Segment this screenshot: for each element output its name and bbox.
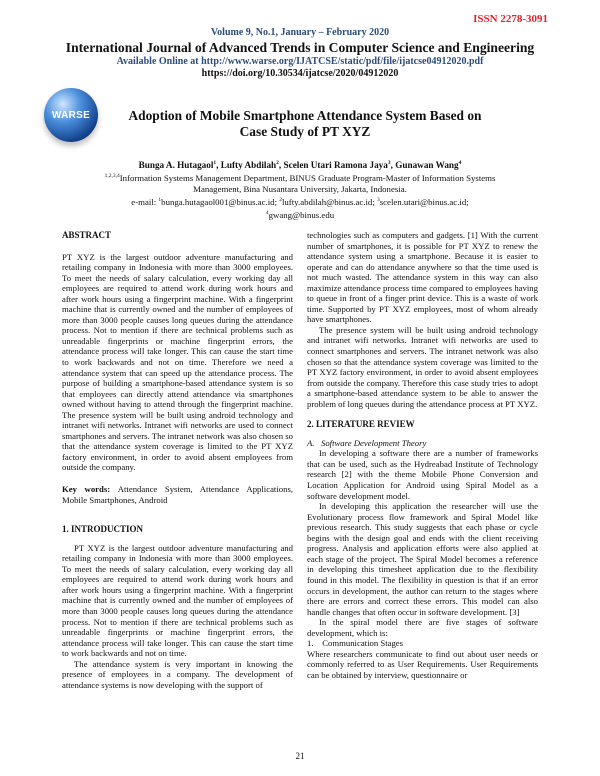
author-sup: 3 [387,160,391,166]
author-sup: 2 [276,160,279,166]
email[interactable]: bunga.hutagaol001@binus.ac.id; [161,196,278,207]
authors: Bunga A. Hutagaol$^1$, Lufty Abdilah$^2$, Scelen Utari Ramona Jaya$^3$, Gunawan Wang$^4$ [138,160,462,171]
email[interactable]: lufty.abdilah@binus.ac.id; [281,196,375,207]
email[interactable]: gwang@binus.edu [268,209,335,220]
paragraph: The presence system will be built using android technology and intranet wifi networks. Intranet wifi networks are used to connect smartphones and servers. The intranet network was also chosen so that the attendance system coverage was limited to the PT XYZ factory environment, in order to avoid absent employees from outside the company. Therefore this case study tries to adopt a smartphone-based attendance system to be able to answer the problem of long queues during the attendance process at PT XYZ. [307,324,538,409]
paragraph: In the spiral model there are five stages of software development, which is: [307,617,538,638]
issn: ISSN 2278-3091 [473,13,548,25]
intro-paragraph: PT XYZ is the largest outdoor adventure manufacturing and retailing company in Indonesia with more than 3000 employees. To meet the needs of salary calculation, every working day all employees are required to attend work during work hours and after work hours using a fingerprint machine. With a fingerprint machine that is currently owned and the number of employees of more than 3000 people causes long queues during the attendance process. Not to mention if there are technical problems such as unreadable fingerprints or machine fingerprint errors, the attendance process will take longer. This can cause the start time to work backwards and not on time. [62,542,293,659]
author: Gunawan Wang [395,160,459,171]
list-item: 1. Communication Stages [307,638,404,649]
literature-review-heading: 2. LITERATURE REVIEW [307,419,415,430]
available-online-link[interactable]: Available Online at http://www.warse.org/IJATCSE/static/pdf/file/ijatcse04912020.pdf [116,56,484,67]
abstract-text: PT XYZ is the largest outdoor adventure manufacturing and retailing company in Indonesia with more than 3000 employees. To meet the needs of salary calculation, every working day all employees are required to attend work during work hours and after work hours using a fingerprint machine. With a fingerprint machine that is currently owned and the number of employees of more than 3000 people causes long queues during the attendance process. Not to mention if there are technical problems such as unreadable fingerprints or machine fingerprint errors, the attendance process will take longer. This can cause the start time to work backwards and not on time. Therefore we need a attendance system that can speed up the attendance process. The purpose of building a smartphone-based attendance system is so that employees can directly attend attendance via smartphones owned without having to attend through the fingerprint machine. The presence system will be built using android technology and intranet wifi networks. Intranet wifi networks are used to connect smartphones and servers. The intranet network was also chosen so that the attendance system coverage is limited to the PT XYZ factory environment, in order to avoid absent employees from outside the company. [62,251,293,473]
affiliation-text: Information Systems Management Department, BINUS Graduate Program-Master of Information Systems Management, Bina Nusantara University, Jakarta, Indonesia. [119,172,496,194]
author: Bunga A. Hutagaol [138,160,214,171]
left-column [62,230,293,690]
warse-logo [44,88,98,142]
paragraph: technologies such as computers and gadgets. [1] With the current number of smartphones, it is possible for PT XYZ to renew the attendance system using a smartphone. Because it is easier to operate and can do attendance anywhere so that the time used is not much wasted. The attendance system in this way can also maximize attendance process time compared to employees having to queue in front of a finger print device. This is a waste of work time. Supported by PT XYZ employees, most of whom already have smartphones. [307,230,538,325]
author-sup: 1 [213,160,217,166]
abstract-heading: ABSTRACT [62,230,112,240]
author-sup: 4 [458,160,462,166]
title-line-1: Adoption of Mobile Smartphone Attendance System Based on [128,108,482,123]
author: Lufty Abdilah [220,160,277,171]
author: Scelen Utari Ramona Jaya [283,160,388,171]
email[interactable]: scelen.utari@binus.ac.id; [379,196,469,207]
keywords-label: Key words: [62,484,118,495]
paragraph: In developing this application the researcher will use the Evolutionary process flow framework and Spiral Model like previous research. This study suggests that each phase or cycle begins with the design goal and ends with the client receiving progress. Analysis and application efforts were also applied at each stage of the project. The Spiral Model becomes a reference in developing this timesheet application due to the flexibility found in this model. The flexibility in question is that if an error occurs in development, the author can return to the stages where there are errors and correct these errors. This model can also handle changes that often occur in software development. [3] [307,501,538,617]
subsection-heading: A. Software Development Theory [307,437,427,448]
keywords: Attendance System, Attendance Applications, Mobile Smartphones, Android [62,484,293,505]
volume-info: Volume 9, No.1, January – February 2020 [210,27,390,38]
affil-sup: 1,2,3,4 [104,173,120,179]
logo-text: WARSE [51,109,91,121]
journal-name: International Journal of Advanced Trends in Computer Science and Engineering [65,40,535,55]
introduction-heading: 1. INTRODUCTION [62,524,144,535]
paper-title [100,108,510,140]
email-label: e-mail: [131,196,159,207]
doi-link[interactable]: https://doi.org/10.30534/ijatcse/2020/04912020 [201,68,399,79]
right-column [307,230,538,680]
title-line-2: Case Study of PT XYZ [239,124,371,139]
affiliation: $^{1,2,3,4}$Information Systems Management Department, BINUS Graduate Program-Master of Information Systems Management, Bina Nusantara University, Jakarta, Indonesia. e-mail: $^1$bunga.hutagaol001@binus.ac.id; $^2$lufty.abdilah@binus.ac.id; $^3$scelen.utari@binus.ac.id; $^4$gwang@binus.edu [104,172,496,220]
paragraph: In developing a software there are a number of frameworks that can be used, such as the Hydreabad Institute of Technology research [2] with the theme Mobile Phone Conversion and Location Application for Android using Spiral Model as a software development model. [307,448,538,501]
intro-paragraph: The attendance system is very important in knowing the presence of employees in a company. The development of attendance systems is now developing with the support of [62,658,293,690]
paragraph: Where researchers communicate to find out about user needs or commonly referred to as User Requirements. User Requirements can be obtained by interview, questionnaire or [307,648,538,680]
page-number: 21 [295,751,305,761]
